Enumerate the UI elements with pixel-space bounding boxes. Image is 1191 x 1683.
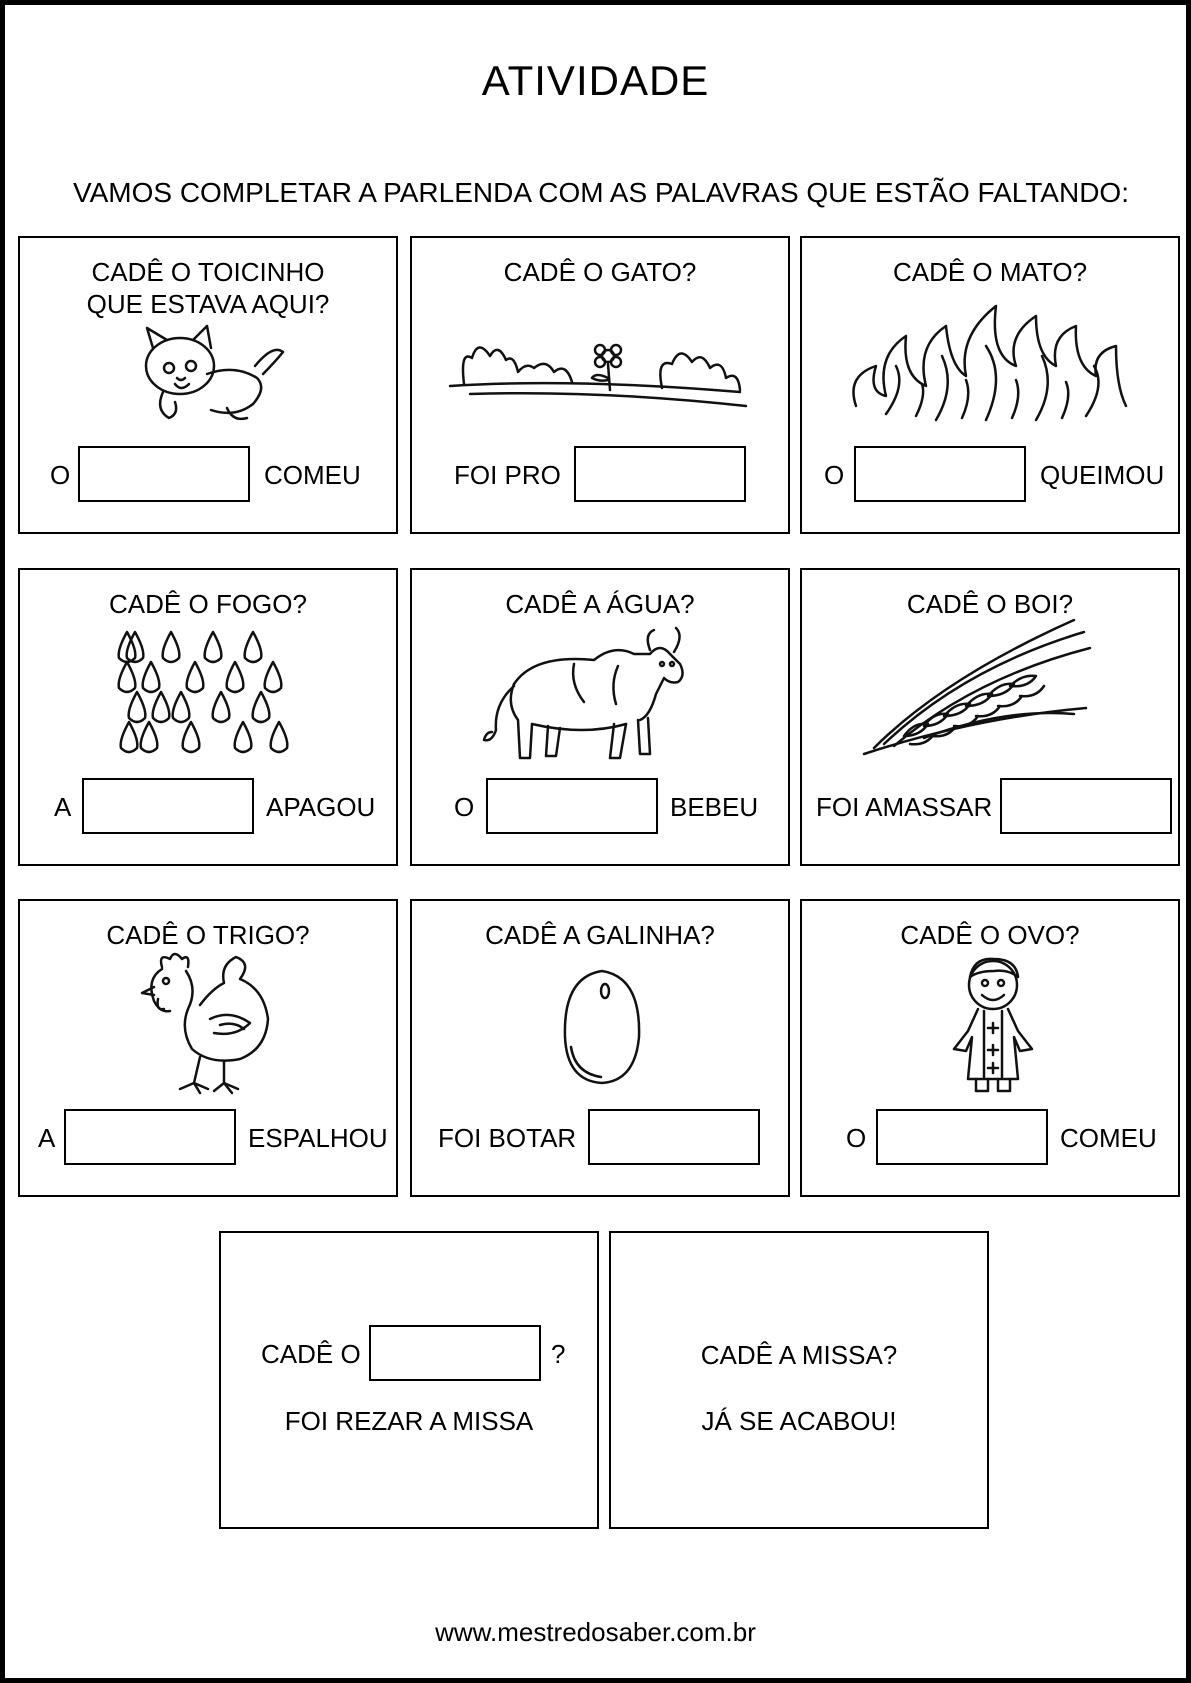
footer-url: www.mestredosaber.com.br [435, 1617, 756, 1647]
answer-prefix: O [50, 460, 71, 490]
answer-suffix: COMEU [264, 460, 361, 490]
ox-icon [474, 624, 704, 764]
answer-row [802, 1109, 1178, 1169]
card-ovo [800, 899, 1180, 1197]
answer-prefix: A [38, 1123, 56, 1153]
card-question: CADÊ O MATO? [892, 257, 1088, 287]
card-question: CADÊ A ÁGUA? [505, 589, 695, 619]
answer-suffix: APAGOU [266, 792, 376, 822]
card-question: CADÊ O TOICINHO QUE ESTAVA AQUI? [86, 257, 330, 319]
answer-box[interactable] [78, 446, 250, 502]
card-fogo [18, 568, 398, 866]
answer-prefix: O [824, 460, 845, 490]
wheat-icon [864, 618, 1094, 758]
water-drop [119, 662, 136, 692]
final-question-suffix: ? [551, 1339, 566, 1369]
water-drop [235, 722, 252, 752]
cat-icon [135, 326, 285, 426]
card-galinha [410, 899, 790, 1197]
answer-prefix: FOI BOTAR [438, 1123, 577, 1153]
answer-prefix: O [454, 792, 475, 822]
water-drop [141, 722, 158, 752]
egg-icon [557, 967, 647, 1087]
water-drop [173, 692, 190, 722]
answer-row [20, 778, 396, 838]
card-trigo [18, 899, 398, 1197]
water-drop [265, 662, 282, 692]
answer-row [412, 446, 788, 506]
card-question: CADÊ O OVO? [900, 920, 1080, 950]
answer-suffix: ESPALHOU [248, 1123, 388, 1153]
answer-row [802, 446, 1178, 506]
final-line2: JÁ SE ACABOU! [701, 1406, 897, 1436]
answer-box[interactable] [876, 1109, 1048, 1165]
answer-prefix: FOI PRO [454, 460, 561, 490]
answer-row [20, 446, 396, 506]
final-question-prefix: CADÊ O [261, 1339, 361, 1369]
answer-box[interactable] [486, 778, 658, 834]
answer-box[interactable] [82, 778, 254, 834]
answer-prefix: A [54, 792, 72, 822]
priest-icon [938, 951, 1048, 1097]
answer-suffix: QUEIMOU [1040, 460, 1165, 490]
answer-box[interactable] [588, 1109, 760, 1165]
card-agua [410, 568, 790, 866]
water-drop [121, 722, 138, 752]
hen-icon [140, 949, 280, 1097]
answer-row [412, 1109, 788, 1169]
water-drop [271, 722, 288, 752]
water-drop [213, 692, 230, 722]
card-question: CADÊ A GALINHA? [485, 920, 715, 950]
water-drop [205, 632, 222, 662]
answer-box[interactable] [574, 446, 746, 502]
answer-row [412, 778, 788, 838]
instruction-text: VAMOS COMPLETAR A PARLENDA COM AS PALAVRAS QUE ESTÃO FALTANDO: [73, 177, 1129, 208]
card-toicinho [18, 236, 398, 534]
answer-box[interactable] [1000, 778, 1172, 834]
card-mato [800, 236, 1180, 534]
final-line2: FOI REZAR A MISSA [284, 1406, 534, 1436]
card-boi [800, 568, 1180, 866]
water-drop [253, 692, 270, 722]
page-title: ATIVIDADE [481, 57, 710, 104]
answer-box[interactable] [854, 446, 1026, 502]
answer-box[interactable] [369, 1325, 541, 1381]
water-drop [183, 722, 200, 752]
card-final-right [609, 1231, 989, 1529]
fire-icon [846, 296, 1136, 426]
water-drop [187, 662, 204, 692]
water-drop [143, 662, 160, 692]
water-drop [245, 632, 262, 662]
water-drop [163, 632, 180, 662]
water-drops-icon [113, 632, 283, 762]
answer-row [20, 1109, 396, 1169]
card-question: CADÊ O BOI? [906, 589, 1074, 619]
water-drop [227, 662, 244, 692]
answer-prefix: O [846, 1123, 867, 1153]
water-drop [153, 692, 170, 722]
card-gato [410, 236, 790, 534]
answer-suffix: COMEU [1060, 1123, 1157, 1153]
bushes-icon [450, 328, 750, 418]
card-question: CADÊ O GATO? [503, 257, 697, 287]
answer-prefix: FOI AMASSAR [816, 792, 993, 822]
answer-suffix: BEBEU [670, 792, 759, 822]
answer-box[interactable] [64, 1109, 236, 1165]
card-question: CADÊ O TRIGO? [106, 920, 310, 950]
card-question: CADÊ O FOGO? [109, 589, 307, 619]
water-drop [129, 692, 146, 722]
card-final-left [219, 1231, 599, 1529]
final-line1: CADÊ A MISSA? [700, 1340, 898, 1370]
answer-row [802, 778, 1178, 838]
